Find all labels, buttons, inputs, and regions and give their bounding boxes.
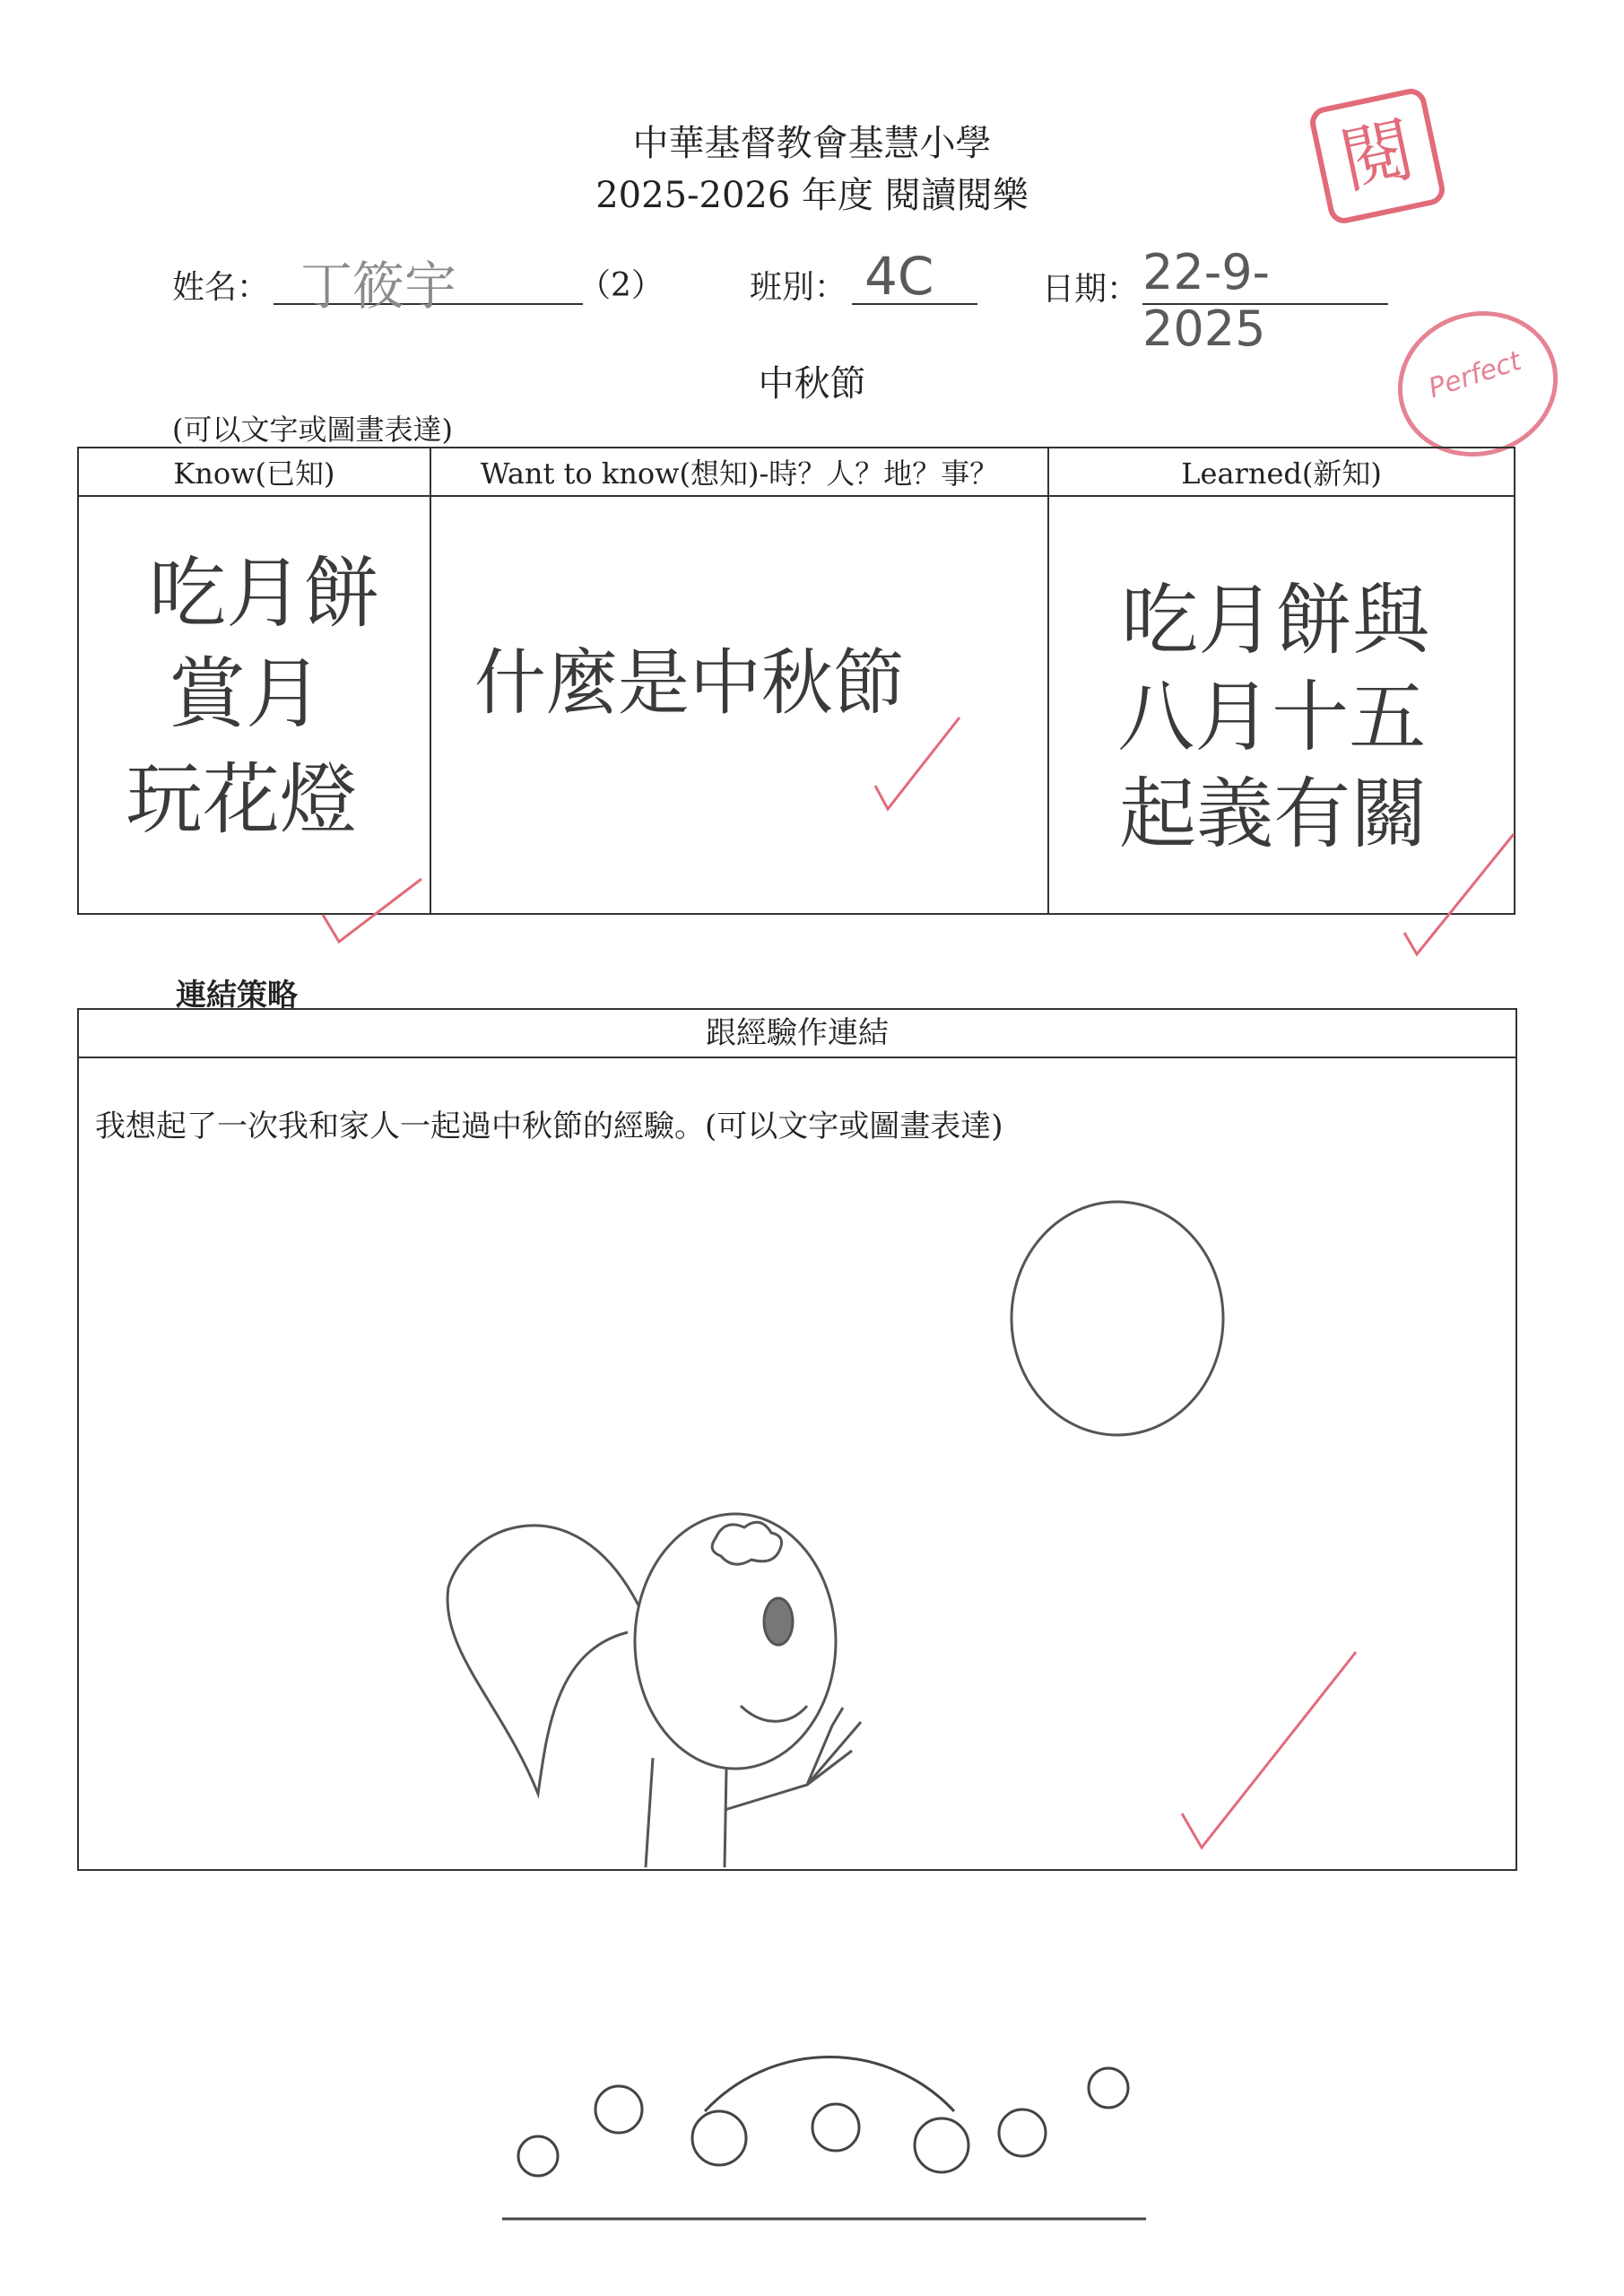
school-name: 中華基督教會基慧小學 [632, 123, 992, 164]
student-number: （2） [578, 267, 664, 304]
class-label: 班別： [750, 269, 847, 306]
name-value: 丁筱宇 [300, 256, 457, 317]
learned-line-3: 起義有關 [1119, 770, 1429, 859]
know-line-2: 賞月 [169, 649, 323, 739]
want-text: 什麼是中秋節 [473, 641, 905, 725]
strategy-label: 連結策略 [176, 978, 298, 1013]
kwl-note: (可以文字或圖畫表達) [172, 413, 453, 447]
kwl-header-want: Want to know(想知)-時？人？地？事？ [430, 448, 1048, 496]
kwl-header-know: Know(已知) [78, 448, 430, 496]
know-line-3: 玩花燈 [126, 755, 357, 845]
checkmark-drawing [1182, 1652, 1356, 1848]
checkmark-want [875, 718, 960, 809]
name-label: 姓名： [172, 269, 270, 306]
worksheet-title: 2025-2026 年度 閱讀閱樂 [595, 175, 1029, 216]
checkmark-learned [1404, 834, 1514, 954]
class-value: 4C [864, 246, 934, 307]
date-value: 22-9-2025 [1142, 244, 1271, 357]
checkmark-know [323, 879, 421, 942]
drawn-girl [447, 1514, 861, 1867]
connection-prompt: 我想起了一次我和家人一起過中秋節的經驗。(可以文字或圖畫表達) [95, 1109, 1003, 1144]
reading-stamp: 閱 [1307, 86, 1448, 227]
decorative-illustration [502, 2057, 1146, 2219]
date-label: 日期： [1042, 271, 1140, 308]
learned-line-1: 吃月餅與 [1121, 576, 1430, 665]
topic-title: 中秋節 [758, 363, 866, 404]
connection-box-header: 跟經驗作連結 [79, 1010, 1515, 1058]
know-line-1: 吃月餅 [149, 549, 380, 639]
kwl-header-learned: Learned(新知) [1048, 448, 1515, 496]
learned-line-2: 八月十五 [1117, 673, 1427, 762]
drawn-moon [1012, 1202, 1223, 1435]
perfect-stamp: Perfect [1379, 291, 1577, 477]
